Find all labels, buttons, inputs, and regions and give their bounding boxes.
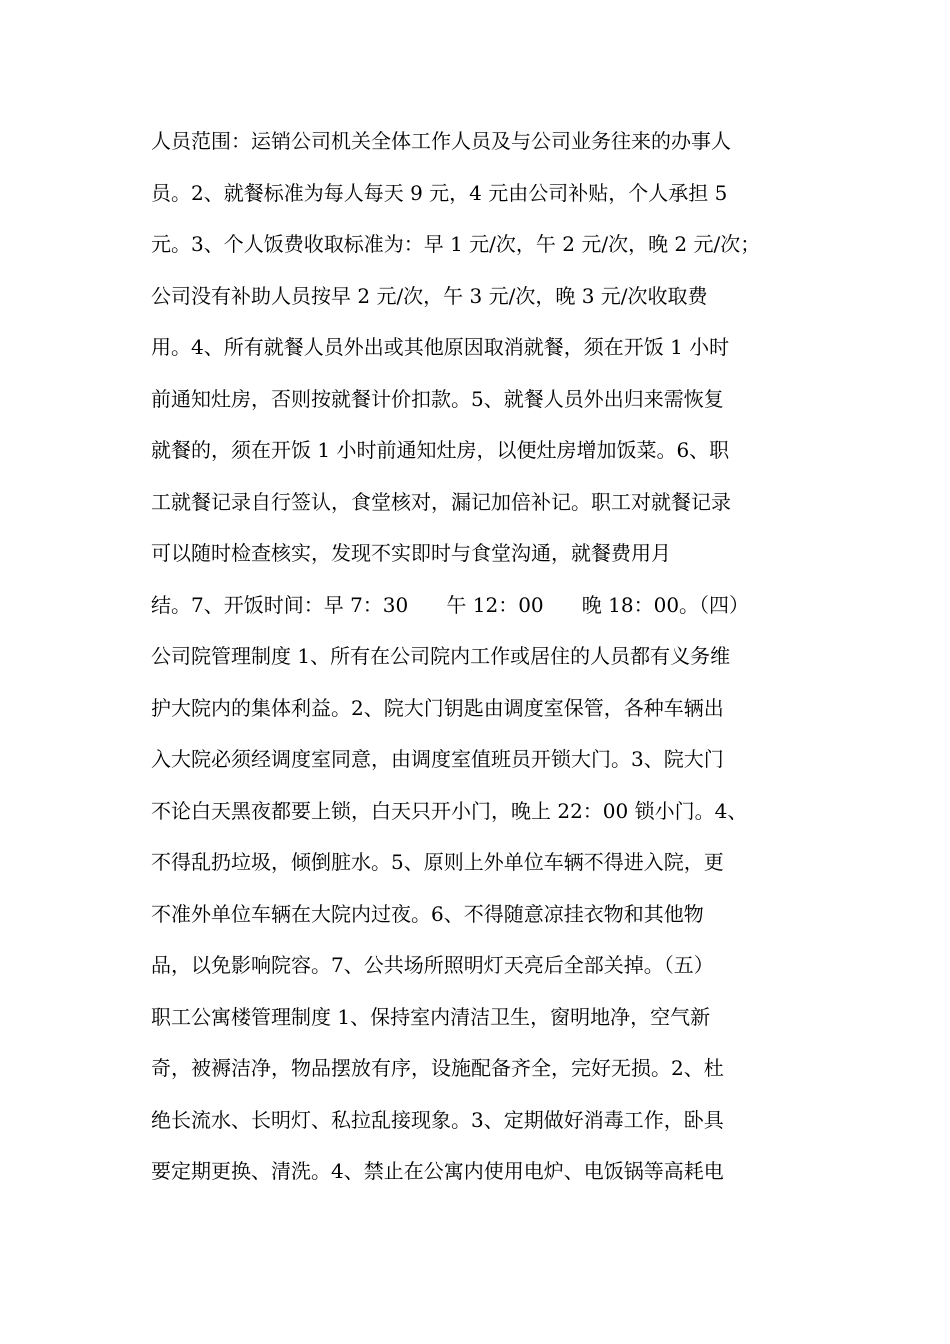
text-line: 用。4、所有就餐人员外出或其他原因取消就餐，须在开饭 1 小时	[151, 335, 730, 359]
text-line: 工就餐记录自行签认，食堂核对，漏记加倍补记。职工对就餐记录	[151, 489, 731, 514]
text-line: 要定期更换、清洗。4、禁止在公寓内使用电炉、电饭锅等高耗电	[151, 1159, 724, 1183]
body-text	[151, 116, 811, 1198]
text-line: 可以随时检查核实，发现不实即时与食堂沟通，就餐费用月	[151, 541, 671, 565]
text-line: 绝长流水、长明灯、私拉乱接现象。3、定期做好消毒工作，卧具	[151, 1107, 724, 1132]
text-line: 职工公寓楼管理制度 1、保持室内清洁卫生，窗明地净，空气新	[151, 1004, 711, 1029]
text-line: 护大院内的集体利益。2、院大门钥匙由调度室保管，各种车辆出	[151, 695, 724, 720]
text-line: 人员范围：运销公司机关全体工作人员及与公司业务往来的办事人	[151, 129, 731, 153]
text-line: 不论白天黑夜都要上锁，白天只开小门，晚上 22：00 锁小门。4、	[151, 798, 748, 823]
text-line: 结。7、开饭时间：早 7：30 午 12：00 晚 18：00。（四）	[151, 592, 750, 617]
text-line: 不准外单位车辆在大院内过夜。6、不得随意凉挂衣物和其他物	[151, 901, 704, 926]
text-line: 前通知灶房，否则按就餐计价扣款。5、就餐人员外出归来需恢复	[151, 386, 724, 411]
text-line: 元。3、个人饭费收取标准为：早 1 元/次，午 2 元/次，晚 2 元/次；	[151, 232, 761, 256]
text-line: 不得乱扔垃圾，倾倒脏水。5、原则上外单位车辆不得进入院，更	[151, 850, 724, 874]
text-line: 奇，被褥洁净，物品摆放有序，设施配备齐全，完好无损。2、杜	[151, 1056, 724, 1080]
text-line: 就餐的，须在开饭 1 小时前通知灶房，以便灶房增加饭菜。6、职	[151, 438, 730, 462]
text-line: 品，以免影响院容。7、公共场所照明灯天亮后全部关掉。（五）	[151, 953, 714, 977]
text-line: 公司没有补助人员按早 2 元/次，午 3 元/次，晚 3 元/次收取费	[151, 283, 708, 308]
text-line: 入大院必须经调度室同意，由调度室值班员开锁大门。3、院大门	[151, 747, 724, 771]
text-line: 公司院管理制度 1、所有在公司院内工作或居住的人员都有义务维	[151, 644, 731, 668]
text-line: 员。2、就餐标准为每人每天 9 元，4 元由公司补贴，个人承担 5	[151, 180, 728, 205]
